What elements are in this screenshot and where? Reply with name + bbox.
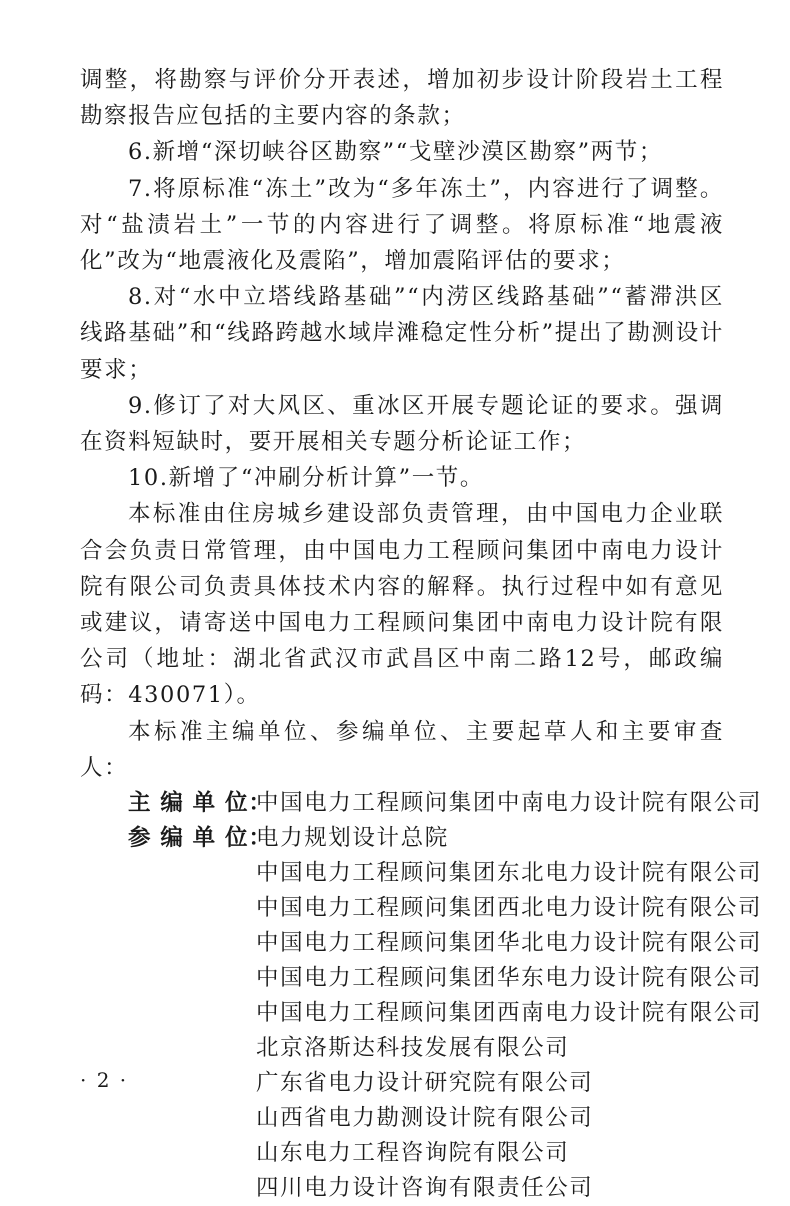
management-paragraph: 本标准由住房城乡建设部负责管理，由中国电力企业联合会负责日常管理，由中国电力工程顾问集团中南电力设计院有限公司负责具体技术内容的解释。执行过程中如有意见或建议，请寄送中国电力工程顾问集团中南电力设计院有限公司（地址：湖北省武汉市武昌区中南二路12号，邮政编码：430071）。 — [80, 501, 724, 709]
participant-unit: 中国电力工程顾问集团西北电力设计院有限公司 — [256, 895, 763, 922]
page-number: · 2 · — [80, 1068, 129, 1092]
chief-editor-value: 中国电力工程顾问集团中南电力设计院有限公司 — [256, 790, 763, 817]
document-body — [80, 62, 763, 1206]
participant-unit: 中国电力工程顾问集团华北电力设计院有限公司 — [256, 930, 763, 957]
participants-row — [80, 821, 724, 856]
participant-unit: 中国电力工程顾问集团华东电力设计院有限公司 — [256, 965, 763, 992]
participant-unit: 四川电力设计咨询有限责任公司 — [256, 1175, 594, 1202]
item-9: 9.修订了对大风区、重冰区开展专题论证的要求。强调在资料短缺时，要开展相关专题分析论证工作； — [80, 392, 724, 456]
item-10: 10.新增了“冲刷分析计算”一节。 — [128, 465, 484, 492]
participant-unit: 北京洛斯达科技发展有限公司 — [256, 1035, 570, 1062]
participant-unit: 中国电力工程顾问集团西南电力设计院有限公司 — [256, 1000, 763, 1027]
item-6: 6.新增“深切峡谷区勘察”“戈壁沙漠区勘察”两节； — [128, 139, 663, 166]
participant-unit: 电力规划设计总院 — [256, 825, 449, 852]
paragraph-continuation: 调整，将勘察与评价分开表述，增加初步设计阶段岩土工程勘察报告应包括的主要内容的条款； — [80, 67, 724, 130]
item-7: 7.将原标准“冻土”改为“多年冻土”，内容进行了调整。对“盐渍岩土”一节的内容进行了调整。将原标准“地震液化”改为“地震液化及震陷”，增加震陷评估的要求； — [80, 175, 724, 275]
participant-unit: 山西省电力勘测设计院有限公司 — [256, 1105, 594, 1132]
item-8: 8.对“水中立塔线路基础”“内涝区线路基础”“蓄滞洪区线路基础”和“线路跨越水域岸滩稳定性分析”提出了勘测设计要求； — [80, 284, 724, 383]
participant-unit: 广东省电力设计研究院有限公司 — [256, 1070, 594, 1097]
units-intro: 本标准主编单位、参编单位、主要起草人和主要审查人： — [80, 718, 724, 781]
participants-label: 参 编 单 位： — [128, 825, 272, 852]
participant-unit: 山东电力工程咨询院有限公司 — [256, 1140, 570, 1167]
participant-unit: 中国电力工程顾问集团东北电力设计院有限公司 — [256, 860, 763, 887]
chief-editor-label: 主 编 单 位： — [128, 790, 272, 817]
chief-editor-row — [80, 786, 763, 821]
